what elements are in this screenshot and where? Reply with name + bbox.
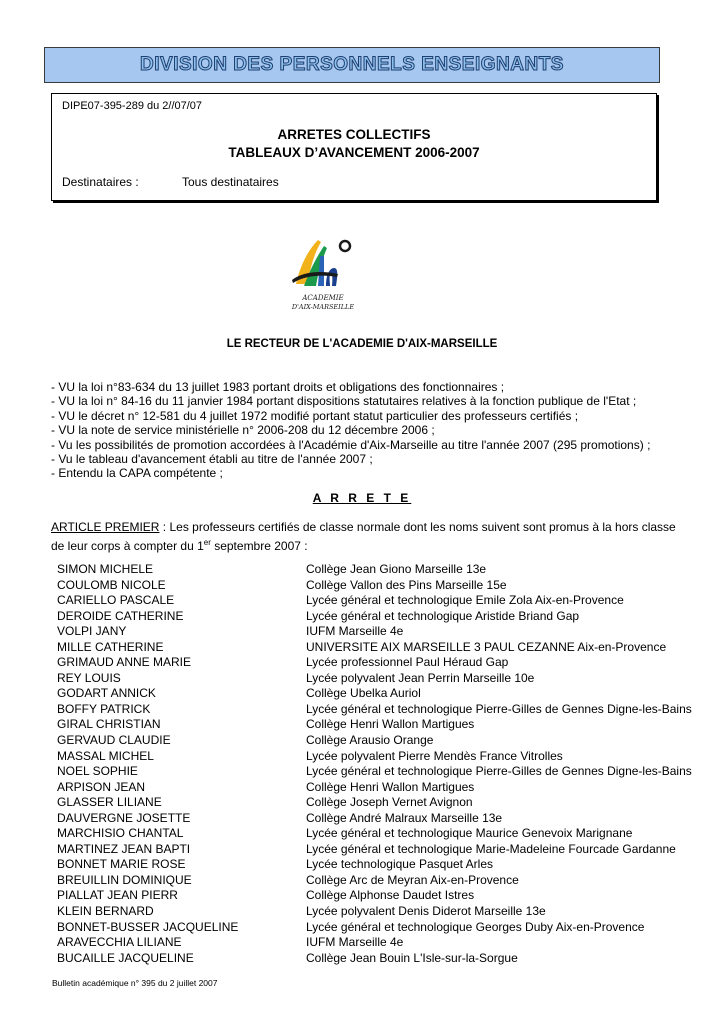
list-item	[57, 578, 717, 594]
division-banner	[44, 47, 660, 83]
list-item	[57, 593, 717, 609]
teacher-name: DEROIDE CATHERINE	[57, 608, 184, 623]
teacher-name: GODART ANNICK	[57, 686, 156, 701]
list-item	[57, 842, 717, 858]
article-text-end: septembre 2007 :	[210, 539, 308, 553]
recteur-heading: LE RECTEUR DE L'ACADEMIE D'AIX-MARSEILLE	[226, 338, 498, 350]
school-name: Lycée général et technologique Pierre-Gilles de Gennes Digne-les-Bains	[306, 701, 692, 716]
list-item	[57, 857, 717, 873]
list-item	[57, 609, 717, 625]
school-name: Collège Ubelka Auriol	[306, 686, 421, 701]
teacher-name: DAUVERGNE JOSETTE	[57, 810, 191, 825]
reference-number: DIPE07-395-289 du 2//07/07	[62, 100, 203, 112]
school-name: IUFM Marseille 4e	[306, 624, 404, 639]
list-item	[57, 888, 717, 904]
school-name: Lycée général et technologique Pierre-Gilles de Gennes Digne-les-Bains	[306, 764, 692, 779]
teacher-name: COULOMB NICOLE	[57, 577, 166, 592]
teacher-name: MARCHISIO CHANTAL	[57, 826, 184, 841]
teacher-name: GIRAL CHRISTIAN	[57, 717, 161, 732]
article-label: ARTICLE PREMIER	[51, 520, 160, 534]
teacher-name: KLEIN BERNARD	[57, 904, 154, 919]
visa-line: - VU la note de service ministérielle n° 2006-208 du 12 décembre 2006 ;	[51, 423, 435, 438]
banner-title: DIVISION DES PERSONNELS ENSEIGNANTS	[140, 54, 564, 75]
article-superscript: er	[203, 538, 211, 547]
list-item	[57, 780, 717, 796]
list-item	[57, 826, 717, 842]
list-item	[57, 640, 717, 656]
header-info-box	[51, 93, 657, 201]
document-title-line1: ARRETES COLLECTIFS	[277, 127, 431, 142]
teacher-name: BONNET MARIE ROSE	[57, 857, 186, 872]
article-premier	[51, 519, 681, 554]
teacher-name: MILLE CATHERINE	[57, 639, 164, 654]
school-name: Lycée général et technologique Aristide Briand Gap	[306, 608, 580, 623]
school-name: Collège Arausio Orange	[306, 733, 434, 748]
list-item	[57, 562, 717, 578]
visas-list	[51, 380, 691, 481]
list-item	[57, 795, 717, 811]
list-item	[57, 873, 717, 889]
school-name: Collège Jean Bouin L'Isle-sur-la-Sorgue	[306, 950, 518, 965]
list-item	[57, 717, 717, 733]
teacher-name: SIMON MICHELE	[57, 562, 154, 576]
school-name: Lycée général et technologique Emile Zola Aix-en-Provence	[306, 593, 624, 608]
school-name: Lycée général et technologique Georges Duby Aix-en-Provence	[306, 919, 645, 934]
visa-line: - VU le décret n° 12-581 du 4 juillet 1972 modifié portant statut particulier des professeurs certifiés ;	[51, 408, 579, 423]
academie-logo	[290, 236, 356, 314]
school-name: UNIVERSITE AIX MARSEILLE 3 PAUL CEZANNE Aix-en-Provence	[306, 639, 667, 654]
teacher-name: CARIELLO PASCALE	[57, 593, 175, 608]
teacher-name: BONNET-BUSSER JACQUELINE	[57, 919, 239, 934]
school-name: Lycée polyvalent Pierre Mendès France Vitrolles	[306, 748, 563, 763]
school-name: Lycée professionnel Paul Héraud Gap	[306, 655, 509, 670]
list-item	[57, 764, 717, 780]
arrete-heading: A R R E T E	[312, 491, 412, 505]
teacher-name: BREUILLIN DOMINIQUE	[57, 872, 192, 887]
school-name: Collège Vallon des Pins Marseille 15e	[306, 577, 507, 592]
visa-line: - Vu le tableau d'avancement établi au titre de l'année 2007 ;	[51, 452, 373, 467]
list-item	[57, 624, 717, 640]
list-item	[57, 686, 717, 702]
school-name: Collège André Malraux Marseille 13e	[306, 810, 503, 825]
teacher-name: GLASSER LILIANE	[57, 795, 162, 810]
teacher-name: BOFFY PATRICK	[57, 701, 151, 716]
list-item	[57, 935, 717, 951]
list-item	[57, 733, 717, 749]
visa-line: - VU la loi n°83-634 du 13 juillet 1983 portant droits et obligations des fonctionnaires ;	[51, 380, 505, 394]
school-name: IUFM Marseille 4e	[306, 935, 404, 950]
list-item	[57, 811, 717, 827]
teacher-name: VOLPI JANY	[57, 624, 127, 639]
school-name: Collège Henri Wallon Martigues	[306, 779, 475, 794]
article-text: : Les professeurs certifiés de classe normale dont les noms suivent sont promus à la hors classe de leur corps à compter du 1	[51, 520, 676, 553]
teacher-name: ARPISON JEAN	[57, 779, 146, 794]
visa-line: - Entendu la CAPA compétente ;	[51, 466, 223, 481]
school-name: Lycée technologique Pasquet Arles	[306, 857, 494, 872]
teacher-name: BUCAILLE JACQUELINE	[57, 950, 194, 965]
footer-text: Bulletin académique n° 395 du 2 juillet 2007	[52, 978, 218, 988]
school-name: Lycée polyvalent Jean Perrin Marseille 10e	[306, 670, 535, 685]
destinataires-value: Tous destinataires	[182, 175, 279, 189]
teacher-name: ARAVECCHIA LILIANE	[57, 935, 182, 950]
document-title-line2: TABLEAUX D’AVANCEMENT 2006-2007	[228, 145, 480, 160]
visa-line: - Vu les possibilités de promotion accordées à l'Académie d'Aix-Marseille au titre l'année 2007 (295 promotions) ;	[51, 437, 651, 452]
list-item	[57, 904, 717, 920]
visa-line: - VU la loi n° 84-16 du 11 janvier 1984 portant dispositions statutaires relatives à la fonction publique de l'Etat ;	[51, 394, 637, 409]
teacher-name: MASSAL MICHEL	[57, 748, 154, 763]
teacher-name: REY LOUIS	[57, 670, 121, 685]
teacher-name: PIALLAT JEAN PIERR	[57, 888, 178, 903]
logo-text-line1: ACADEMIE	[302, 294, 344, 302]
destinataires-label: Destinataires :	[62, 175, 139, 189]
school-name: Collège Alphonse Daudet Istres	[306, 888, 475, 903]
list-item	[57, 920, 717, 936]
list-item	[57, 671, 717, 687]
teacher-name: GRIMAUD ANNE MARIE	[57, 655, 192, 670]
school-name: Collège Arc de Meyran Aix-en-Provence	[306, 872, 519, 887]
school-name: Lycée général et technologique Marie-Madeleine Fourcade Gardanne	[306, 841, 676, 856]
teacher-name: NOEL SOPHIE	[57, 764, 138, 779]
school-name: Collège Henri Wallon Martigues	[306, 717, 475, 732]
teacher-name: GERVAUD CLAUDIE	[57, 733, 171, 748]
promoted-list	[57, 562, 717, 966]
school-name: Collège Joseph Vernet Avignon	[306, 795, 473, 810]
school-name: Lycée polyvalent Denis Diderot Marseille 13e	[306, 904, 546, 919]
logo-text-line2: D'AIX-MARSEILLE	[291, 303, 355, 311]
list-item	[57, 702, 717, 718]
list-item	[57, 951, 717, 967]
school-name: Lycée général et technologique Maurice Genevoix Marignane	[306, 826, 633, 841]
school-name: Collège Jean Giono Marseille 13e	[306, 562, 487, 576]
list-item	[57, 749, 717, 765]
teacher-name: MARTINEZ JEAN BAPTI	[57, 841, 191, 856]
list-item	[57, 655, 717, 671]
